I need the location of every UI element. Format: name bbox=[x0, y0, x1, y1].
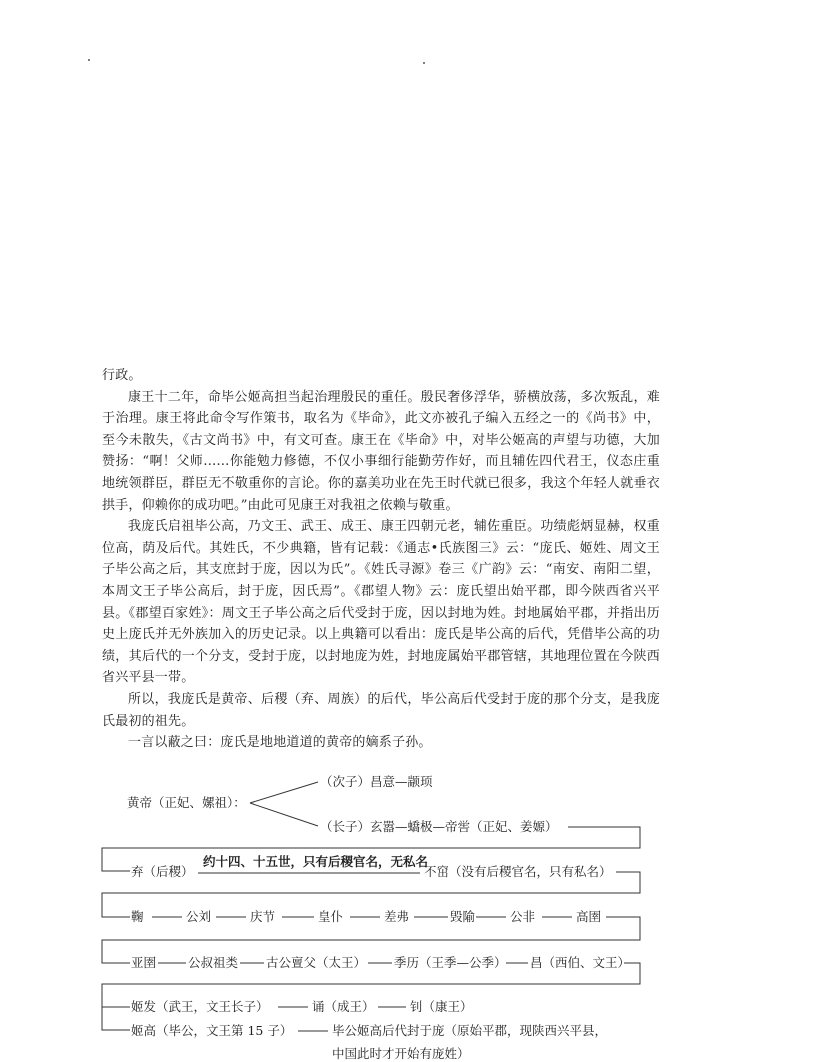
node-huangdi: 黄帝（正妃、嫘祖）： bbox=[127, 795, 246, 810]
fork-line-lower bbox=[250, 803, 318, 826]
node-jifa: 姬发（武王，文王长子） bbox=[131, 999, 269, 1014]
node-gongliu: 公刘 bbox=[186, 909, 212, 924]
paragraph: 我庞氏启祖毕公高，乃文王、武王、成王、康王四朝元老，辅佐重臣。功绩彪炳显赫，权重位高，荫及后代。其姓氏，不少典籍，皆有记载：《通志•氏族图三》云：“庞氏、姬姓、周文王子毕公高之后，其支庶封于庞，因以为氏”。《姓氏寻源》卷三《广韵》云：“南安、南阳二望，本周文王子毕公高后，封于庞，因氏焉”。《郡望人物》云：庞氏望出始平郡，即今陕西省兴平县。《郡望百家姓》：周文王子毕公高之后代受封于庞，因以封地为姓。封地属始平郡，并指出历史上庞氏并无外族加入的历史记录。以上典籍可以看出：庞氏是毕公高的后代，凭借毕公高的功绩，其后代的一个分支，受封于庞，以封地庞为姓，封地庞属始平郡管辖，其地理位置在今陕西省兴平县一带。 bbox=[102, 519, 660, 686]
node-gugongdanfu: 古公亶父（太王） bbox=[266, 955, 367, 970]
paragraph: 行政。 bbox=[102, 368, 142, 383]
node-gongfei: 公非 bbox=[510, 909, 536, 924]
node-pang-branch: 毕公姬高后代封于庞（原始平郡，现陕西兴平县， bbox=[332, 1023, 608, 1038]
node-chafu: 差弗 bbox=[384, 909, 410, 924]
node-chang: 昌（西伯、文王） bbox=[530, 955, 631, 970]
node-buku: 不窋（没有后稷官名，只有私名） bbox=[424, 864, 612, 879]
gap-note: 约十四、十五世，只有后稷官名，无私名 bbox=[203, 854, 429, 869]
node-jili: 季历（王季—公季） bbox=[394, 955, 507, 970]
node-zhao: 钊（康王） bbox=[410, 999, 473, 1014]
connector-row4-row5 bbox=[102, 963, 640, 1030]
node-yayu: 亚圉 bbox=[131, 955, 157, 970]
node-gaoyu: 高圉 bbox=[576, 909, 602, 924]
node-ju: 鞠 bbox=[131, 909, 144, 924]
node-zhangzi: （长子）玄嚣—蟜极—帝喾（正妃、姜嫄） bbox=[320, 819, 558, 834]
node-huiyu: 毁隃 bbox=[450, 909, 476, 924]
fork-line-upper bbox=[250, 782, 318, 803]
node-gongshuzulei: 公叔祖类 bbox=[188, 955, 239, 970]
paragraph: 一言以蔽之曰：庞氏是地地道道的黄帝的嫡系子孙。 bbox=[128, 735, 432, 751]
node-pang-surname-note: 中国此时才开始有庞姓） bbox=[332, 1046, 470, 1061]
node-qi: 弃（后稷） bbox=[131, 864, 194, 879]
node-cizi: （次子）昌意—颛顼 bbox=[320, 774, 433, 789]
node-qingjie: 庆节 bbox=[250, 909, 276, 924]
paragraph: 康王十二年，命毕公姬高担当起治理殷民的重任。殷民奢侈浮华，骄横放荡，多次叛乱，难于治理。康王将此命令写作策书，取名为《毕命》，此文亦被孔子编入五经之一的《尚书》中，至今未散失，《古文尚书》中，有文可查。康王在《毕命》中，对毕公姬高的声望与功德，大加赞扬：“啊！父师……你能勉力修德，不仅小事细行能勤劳作好，而且辅佐四代君王，仪态庄重地统领群臣，群臣无不敬重你的言论。你的嘉美功业在先王时代就已很多，我这个年轻人就垂衣拱手，仰赖你的成功吧。”由此可见康王对我祖之依赖与敬重。 bbox=[102, 389, 660, 513]
paragraph: 所以，我庞氏是黄帝、后稷（弃、周族）的后代，毕公高后代受封于庞的那个分支，是我庞氏最初的祖先。 bbox=[102, 691, 660, 729]
node-song: 诵（成王） bbox=[312, 999, 375, 1014]
node-jigao: 姬高（毕公，文王第 15 子） bbox=[131, 1023, 293, 1038]
node-huangpu: 皇仆 bbox=[318, 909, 344, 924]
